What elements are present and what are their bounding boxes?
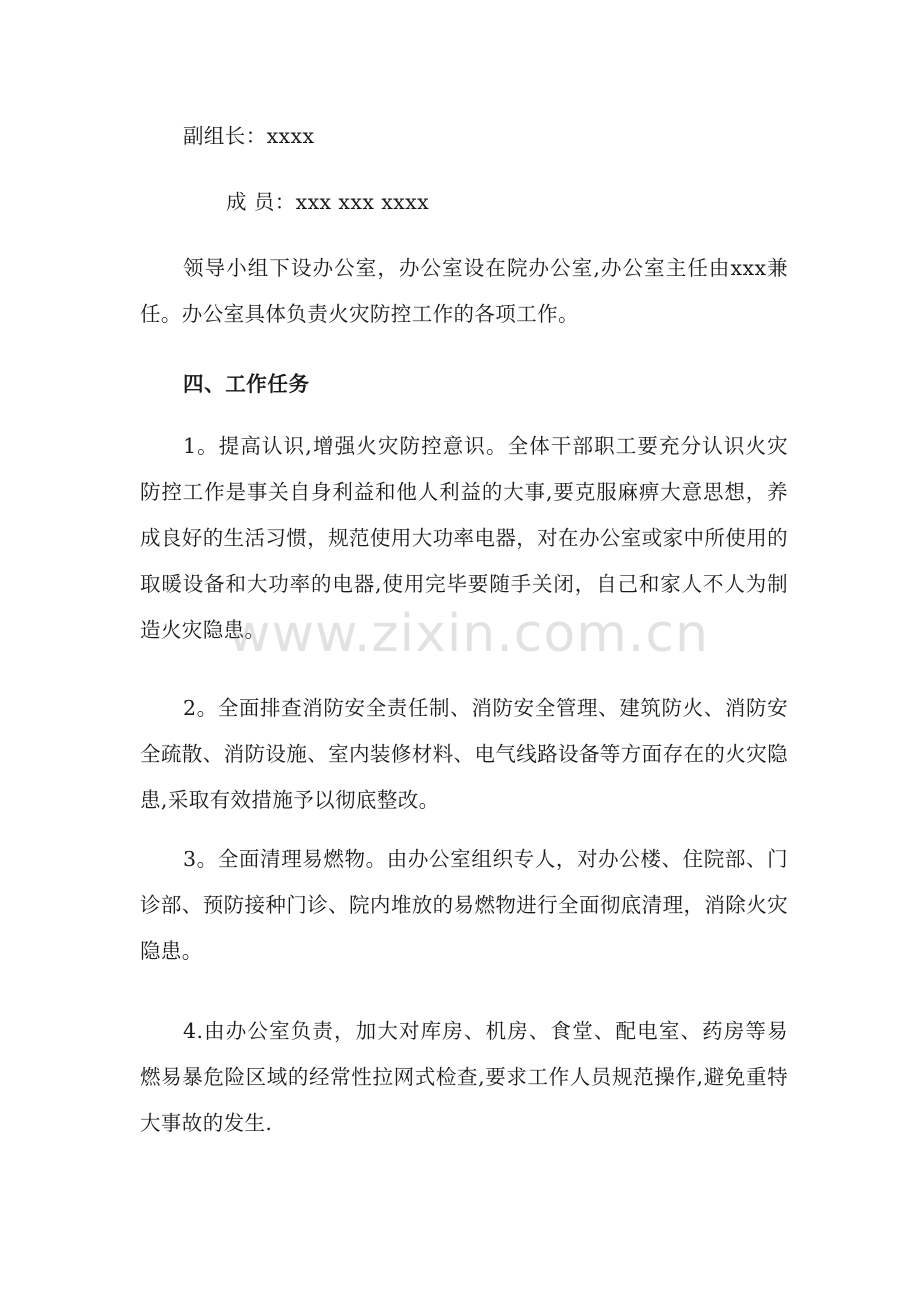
task-item-4: 4.由办公室负责，加大对库房、机房、食堂、配电室、药房等易燃易暴危险区域的经常性拉网式检查,要求工作人员规范操作,避免重特大事故的发生. — [140, 1019, 788, 1135]
deputy-leader-line: 副组长：xxxx — [183, 124, 315, 148]
task-item-1: 1。提高认识,增强火灾防控意识。全体干部职工要充分认识火灾防控工作是事关自身利益和他人利益的大事,要克服麻痹大意思想，养成良好的生活习惯，规范使用大功率电器，对在办公室或家中所使用的取暖设备和大功率的电器,使用完毕要随手关闭，自己和家人不人为制造火灾隐患。 — [140, 434, 788, 642]
task-item-3: 3。全面清理易燃物。由办公室组织专人，对办公楼、住院部、门诊部、预防接种门诊、院内堆放的易燃物进行全面彻底清理，消除火灾隐患。 — [140, 847, 788, 963]
task-item-2: 2。全面排查消防安全责任制、消防安全管理、建筑防火、消防安全疏散、消防设施、室内装修材料、电气线路设备等方面存在的火灾隐患,采取有效措施予以彻底整改。 — [140, 696, 788, 812]
office-paragraph: 领导小组下设办公室，办公室设在院办公室,办公室主任由xxx兼任。办公室具体负责火灾防控工作的各项工作。 — [140, 256, 788, 326]
section-heading: 四、工作任务 — [183, 372, 310, 396]
watermark: www.zixin.com.cn — [228, 604, 709, 664]
members-line: 成 员：xxx xxx xxxx — [226, 190, 430, 214]
